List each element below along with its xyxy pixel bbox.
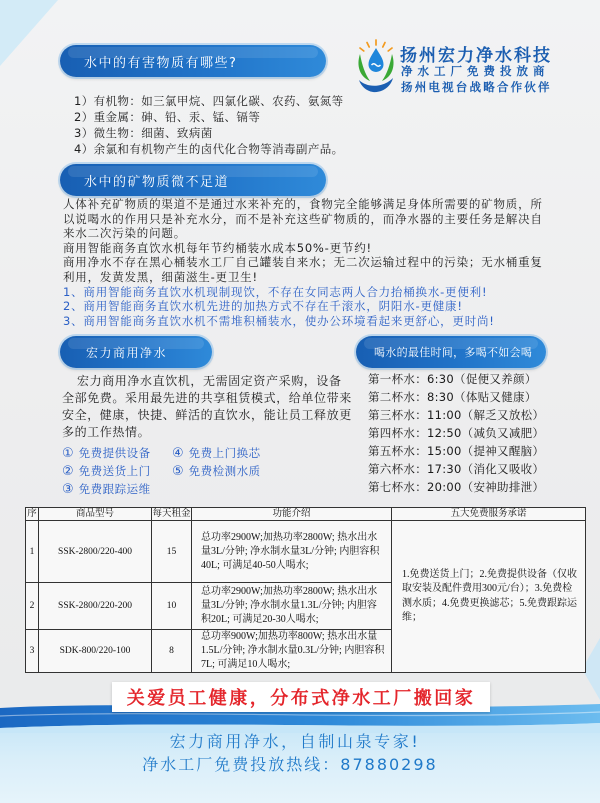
minerals-paragraph: 商用净水不存在黑心桶装水工厂自己罐装自来水；无二次运输过程中的污染；无水桶重复利用，发黄发黑，细菌滋生-更卫生! bbox=[63, 255, 543, 284]
benefit-item bbox=[62, 444, 151, 462]
benefit-label: 免费检测水质 bbox=[188, 464, 261, 478]
schedule-item: 第五杯水：15:00（提神又醒脑） bbox=[368, 444, 545, 458]
table-header-row bbox=[26, 508, 586, 521]
benefit-label: 免费提供设备 bbox=[78, 446, 151, 460]
brand-tagline: 净水工厂免费投放商 bbox=[401, 64, 550, 78]
section-banner-harmful-substances bbox=[60, 45, 326, 77]
hongli-intro: 宏力商用净水直饮机，无需固定资产采购，设备全部免费。采用最先进的共享租赁模式，给单位带来安全，健康，快捷、鲜活的直饮水，能让员工释放更多的工作热情。 bbox=[62, 374, 352, 439]
schedule-item: 第四杯水：12:50（减负又减肥） bbox=[368, 426, 545, 440]
water-drop bbox=[369, 48, 384, 72]
row-seq: 3 bbox=[26, 630, 39, 673]
benefit-number-badge: ② bbox=[62, 463, 74, 479]
header-daily-rent: 每天租金 bbox=[152, 508, 191, 519]
list-item: 2）重金属：砷、铅、汞、锰、镉等 bbox=[74, 110, 261, 124]
brand-partner: 扬州电视台战略合作伙伴 bbox=[401, 80, 552, 94]
section-title: 宏力商用净水 bbox=[86, 345, 168, 360]
product-table bbox=[25, 507, 586, 673]
corner-triangle-decoration bbox=[0, 0, 58, 66]
benefit-number-badge: ⑤ bbox=[172, 463, 184, 479]
list-item: 1）有机物：如三氯甲烷、四氯化碳、农药、氨氮等 bbox=[74, 94, 344, 108]
hands bbox=[359, 78, 393, 92]
row-daily-rent: 10 bbox=[152, 583, 192, 630]
service-promise-cell: 1.免费送货上门；2.免费提供设备（仅收取安装及配件费用300元/台）；3.免费检测水质；4.免费更换滤芯；5.免费跟踪运维； bbox=[392, 521, 586, 673]
list-item: 4）余氯和有机物产生的卤代化合物等消毒副产品。 bbox=[74, 142, 344, 156]
row-features: 总功率2900W;加热功率2800W; 热水出水量3L/分钟; 净水制水量3L/分钟; 内胆容积40L; 可满足40-50人喝水; bbox=[192, 521, 392, 583]
brand-logo bbox=[355, 38, 397, 94]
benefits-column-left bbox=[62, 444, 151, 498]
section-title: 喝水的最佳时间，多喝不如会喝 bbox=[374, 346, 533, 359]
header-service-promise: 五大免费服务承诺 bbox=[392, 508, 586, 521]
minerals-paragraph: 人体补充矿物质的渠道不是通过水来补充的，食物完全能够满足身体所需要的矿物质，所以说喝水的作用只是补充水分，而不是补充这些矿物质的，而净水器的主要任务是解决自来水二次污染的问题。 bbox=[63, 197, 543, 241]
section-banner-drinking-time bbox=[356, 336, 546, 368]
water-drop-leaves-hands-logo-icon bbox=[355, 38, 397, 94]
brand-name: 扬州宏力净水科技 bbox=[400, 46, 552, 66]
row-model: SDK-800/220-100 bbox=[39, 630, 152, 673]
header-model: 商品型号 bbox=[39, 508, 152, 521]
section-banner-minerals bbox=[60, 164, 326, 196]
section-title: 水中的有害物质有哪些? bbox=[84, 55, 238, 71]
benefit-item bbox=[62, 480, 151, 498]
minerals-highlight: 3、商用智能商务直饮水机不需堆积桶装水，使办公环境看起来更舒心，更时尚! bbox=[63, 313, 495, 328]
hotline-number: 87880298 bbox=[340, 755, 438, 774]
drinking-schedule-list bbox=[368, 370, 568, 496]
schedule-item: 第三杯水：11:00（解乏又放松） bbox=[368, 408, 545, 422]
row-daily-rent: 15 bbox=[152, 521, 192, 583]
list-item: 3）微生物：细菌、致病菌 bbox=[74, 126, 213, 140]
row-seq: 1 bbox=[26, 521, 39, 583]
row-model: SSK-2800/220-400 bbox=[39, 521, 152, 583]
harmful-substances-list bbox=[74, 93, 344, 157]
schedule-item: 第一杯水：6:30（促便又养颜） bbox=[368, 372, 537, 386]
minerals-highlight: 1、商用智能商务直饮水机现制现饮，不存在女同志两人合力抬桶换水-更便利! bbox=[63, 284, 488, 299]
benefit-number-badge: ① bbox=[62, 445, 74, 461]
minerals-highlight: 2、商用智能商务直饮水机先进的加热方式不存在千滚水，阴阳水-更健康! bbox=[63, 299, 463, 314]
footer-motto: 宏力商用净水，自制山泉专家! bbox=[169, 732, 421, 751]
row-daily-rent: 8 bbox=[152, 630, 192, 673]
leaf-right bbox=[382, 54, 394, 81]
benefit-item bbox=[172, 444, 261, 462]
row-features: 总功率900W;加热功率800W; 热水出水量1.5L/分钟; 净水制水量0.3L/分钟; 内胆容积7L; 可满足10人喝水; bbox=[192, 630, 392, 673]
row-model: SSK-2800/220-200 bbox=[39, 583, 152, 630]
header-features: 功能介绍 bbox=[192, 508, 392, 521]
row-seq: 2 bbox=[26, 583, 39, 630]
benefit-label: 免费跟踪运维 bbox=[78, 482, 151, 496]
table-row bbox=[26, 521, 586, 583]
schedule-item: 第二杯水：8:30（体贴又健康） bbox=[368, 390, 537, 404]
benefit-number-badge: ③ bbox=[62, 481, 74, 497]
schedule-item: 第六杯水：17:30（消化又吸收） bbox=[368, 462, 545, 476]
benefit-number-badge: ④ bbox=[172, 445, 184, 461]
minerals-paragraph: 商用智能商务直饮水机每年节约桶装水成本50%-更节约! bbox=[63, 240, 372, 255]
schedule-item: 第七杯水：20:00（安神助排泄） bbox=[368, 480, 545, 494]
row-features: 总功率2900W;加热功率2800W; 热水出水量3L/分钟; 净水制水量1.3L/分钟; 内胆容积20L; 可满足20-30人喝水; bbox=[192, 583, 392, 630]
benefit-item bbox=[62, 462, 151, 480]
benefit-label: 免费上门换芯 bbox=[188, 446, 261, 460]
hotline-label: 净水工厂免费投放热线： bbox=[142, 755, 341, 774]
section-title: 水中的矿物质微不足道 bbox=[84, 174, 230, 190]
header-seq: 序 bbox=[27, 508, 37, 519]
slogan-text: 关爱员工健康，分布式净水工厂搬回家 bbox=[126, 688, 476, 709]
benefit-item bbox=[172, 462, 261, 480]
leaf-left bbox=[358, 54, 370, 81]
footer-hotline bbox=[0, 752, 580, 775]
minerals-text-block bbox=[63, 197, 545, 328]
benefit-label: 免费送货上门 bbox=[78, 464, 151, 478]
section-banner-hongli bbox=[60, 336, 212, 368]
slogan-band bbox=[112, 682, 490, 712]
benefits-column-right bbox=[172, 444, 261, 480]
